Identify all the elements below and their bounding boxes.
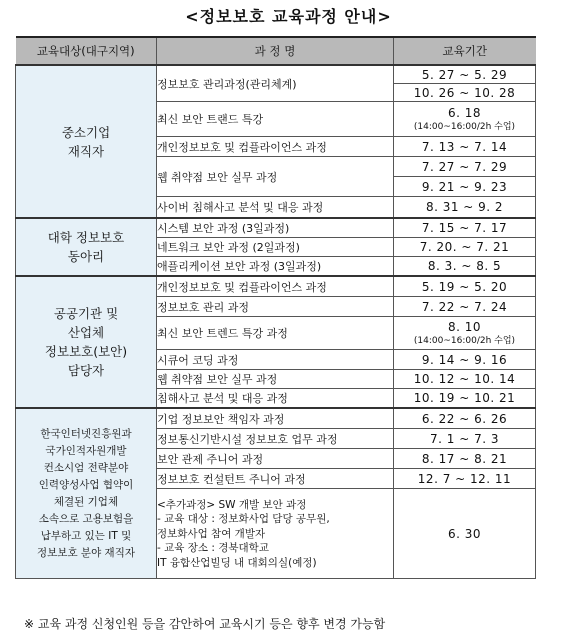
period-note: (14:00~16:00/2h 수업) [413,336,516,346]
course-cell: 애플리케이션 보안 과정 (3일과정) [157,257,394,277]
table-row [16,276,536,297]
course-cell: 개인정보보호 및 컴플라이언스 과정 [157,137,394,157]
period-cell: 10. 19 ~ 10. 21 [394,389,536,409]
target-line: 정보보호(보안) [44,344,128,359]
period-cell: 6. 22 ~ 6. 26 [394,408,536,429]
table-row [16,218,536,238]
period-cell: 5. 27 ~ 5. 29 [394,65,536,84]
target-cell-kisa [16,408,157,579]
header-target: 교육대상(대구지역) [16,37,157,65]
period-cell [394,317,536,350]
period-cell: 8. 31 ~ 9. 2 [394,197,536,219]
target-line: 산업체 [67,325,105,340]
course-cell: 시큐어 코딩 과정 [157,350,394,370]
period-cell: 7. 27 ~ 7. 29 [394,157,536,177]
target-line: 한국인터넷진흥원과 [40,427,132,440]
period-date: 8. 10 [447,320,482,334]
header-course: 과 정 명 [157,37,394,65]
period-cell: 10. 12 ~ 10. 14 [394,370,536,389]
extra-course-line: - 교육 장소 : 경북대학교 [157,542,269,555]
header-period: 교육기간 [394,37,536,65]
course-cell: 웹 취약점 보안 실무 과정 [157,370,394,389]
period-cell: 6. 30 [394,489,536,579]
course-cell: 최신 보안 트렌드 특강 과정 [157,317,394,350]
footnote: ※ 교육 과정 신청인원 등을 감안하여 교육시기 등은 향후 변경 가능함 [24,617,386,631]
target-line: 공공기관 및 [53,306,119,321]
target-line: 대학 정보보호 [47,230,125,245]
target-line: 체결된 기업체 [53,495,119,508]
period-cell: 9. 14 ~ 9. 16 [394,350,536,370]
target-cell-university [16,218,157,276]
course-cell: 정보보호 컨설턴트 주니어 과정 [157,469,394,489]
course-cell: 시스템 보안 과정 (3일과정) [157,218,394,238]
target-line: 담당자 [67,363,105,378]
course-cell: 최신 보안 트랜드 특강 [157,102,394,137]
target-line: 중소기업 [61,124,111,140]
period-cell: 7. 1 ~ 7. 3 [394,429,536,449]
period-cell: 8. 3. ~ 8. 5 [394,257,536,277]
course-cell: 개인정보보호 및 컴플라이언스 과정 [157,276,394,297]
course-cell: 사이버 침해사고 분석 및 대응 과정 [157,197,394,219]
course-cell: 네트워크 보안 과정 (2일과정) [157,238,394,257]
period-cell: 9. 21 ~ 9. 23 [394,177,536,197]
table-header-row [16,37,536,65]
target-line: 동아리 [67,249,105,264]
target-line: 소속으로 고용보험을 [38,512,134,525]
period-cell [394,102,536,137]
target-line: 인력양성사업 협약이 [38,478,134,491]
period-cell: 7. 15 ~ 7. 17 [394,218,536,238]
extra-course-line: 정보화사업 참여 개발자 [157,527,266,540]
period-cell: 7. 20. ~ 7. 21 [394,238,536,257]
period-note: (14:00~16:00/2h 수업) [413,122,516,132]
period-date: 6. 18 [447,106,482,120]
extra-course-line: <추가과정> SW 개발 보안 과정 [157,498,307,511]
target-line: 국가인적자원개발 [45,444,127,457]
target-cell-sme [16,65,157,218]
course-cell: 침해사고 분석 및 대응 과정 [157,389,394,409]
course-cell: 정보통신기반시설 정보보호 업무 과정 [157,429,394,449]
target-line: 재직자 [67,143,105,159]
course-cell: 보안 관제 주니어 과정 [157,449,394,469]
target-line: 납부하고 있는 IT 및 [40,529,132,542]
target-cell-public [16,276,157,408]
period-cell: 12. 7 ~ 12. 11 [394,469,536,489]
course-table [15,36,536,579]
period-cell: 10. 26 ~ 10. 28 [394,84,536,102]
period-cell: 7. 13 ~ 7. 14 [394,137,536,157]
extra-course-cell [157,489,394,579]
period-cell: 7. 22 ~ 7. 24 [394,297,536,317]
period-cell: 5. 19 ~ 5. 20 [394,276,536,297]
table-row [16,408,536,429]
table-row [16,65,536,84]
course-cell: 기업 정보보안 책임자 과정 [157,408,394,429]
course-cell: 웹 취약점 보안 실무 과정 [157,157,394,197]
page-title: <정보보호 교육과정 안내> [185,7,392,26]
extra-course-line: - 교육 대상 : 정보화사업 담당 공무원, [157,513,330,526]
period-cell: 8. 17 ~ 8. 21 [394,449,536,469]
target-line: 정보보호 분야 재직자 [37,546,135,559]
course-cell: 정보보호 관리과정(관리체계) [157,65,394,102]
extra-course-line: IT 융합산업빌딩 내 대회의실(예정) [157,556,317,569]
course-cell: 정보보호 관리 과정 [157,297,394,317]
target-line: 컨소시엄 전략분야 [43,461,129,474]
